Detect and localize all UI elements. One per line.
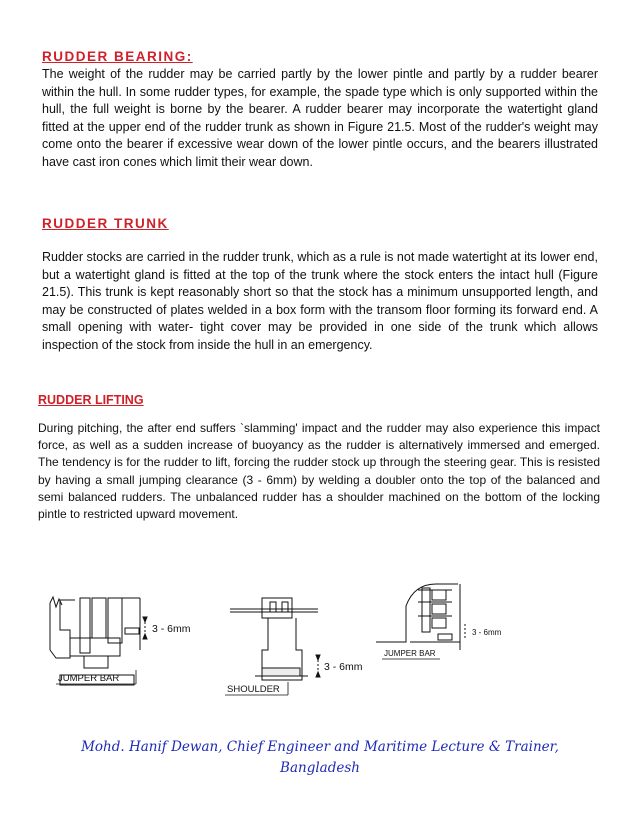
right-clearance-label: 3 - 6mm bbox=[472, 628, 502, 637]
heading-rudder-lifting: RUDDER LIFTING bbox=[38, 393, 144, 407]
paragraph-rudder-lifting: During pitching, the after end suffers `slamming' impact and the rudder may also experience this impact force, as well as a sudden increase of buoyancy as the rudder is alternatively immersed and emerged. The tendency is for the rudder to lift, forcing the rudder stock up through the steering gear. This is resisted by having a small jumping clearance (3 - 6mm) by welding a doubler onto the top of the balanced and semi balanced rudders. The unbalanced rudder has a shoulder machined on the bottom of the locking pintle to restricted upward movement. bbox=[38, 421, 600, 522]
middle-shoulder-drawing bbox=[230, 598, 320, 680]
heading-rudder-trunk: RUDDER TRUNK bbox=[42, 216, 169, 231]
left-jumper-bar-drawing bbox=[50, 597, 147, 685]
paragraph-rudder-bearing: The weight of the rudder may be carried partly by the lower pintle and partly by a rudder bearer within the hull. In some rudder types, for example, the spade type which is only supported within the hull, the full weight is borne by the bearer. A rudder bearer may incorporate the watertight gland fitted at the upper end of the rudder trunk as shown in Figure 21.5. Most of the rudder's weight may come onto the bearer if excessive wear down of the lower pintle occurs, and the bearers illustrated have cast iron cones which limit their wear down. bbox=[42, 67, 598, 169]
footer-line-1: Mohd. Hanif Dewan, Chief Engineer and Maritime Lecture & Trainer, bbox=[81, 739, 559, 755]
right-jumper-bar-drawing bbox=[376, 584, 465, 650]
middle-clearance-label: 3 - 6mm bbox=[324, 661, 363, 673]
rudder-clearance-figure bbox=[0, 560, 638, 710]
left-clearance-label: 3 - 6mm bbox=[152, 623, 191, 635]
left-jumper-bar-label: JUMPER BAR bbox=[58, 673, 120, 684]
shoulder-label: SHOULDER bbox=[227, 684, 280, 695]
heading-rudder-bearing: RUDDER BEARING: bbox=[42, 49, 193, 64]
right-jumper-bar-label: JUMPER BAR bbox=[384, 649, 436, 658]
author-footer bbox=[40, 737, 600, 779]
paragraph-rudder-trunk: Rudder stocks are carried in the rudder trunk, which as a rule is not made watertight at its lower end, but a watertight gland is fitted at the top of the trunk where the stock enters the intact hull (Figure 21.5). This trunk is kept reasonably short so that the stock has a minimum unsupported length, and may be constructed of plates welded in a box form with the transom floor forming its forward end. A small opening with water- tight cover may be provided in one side of the trunk which allows inspection of the stock from inside the hull in an emergency. bbox=[42, 250, 598, 352]
footer-line-2: Bangladesh bbox=[280, 760, 360, 776]
